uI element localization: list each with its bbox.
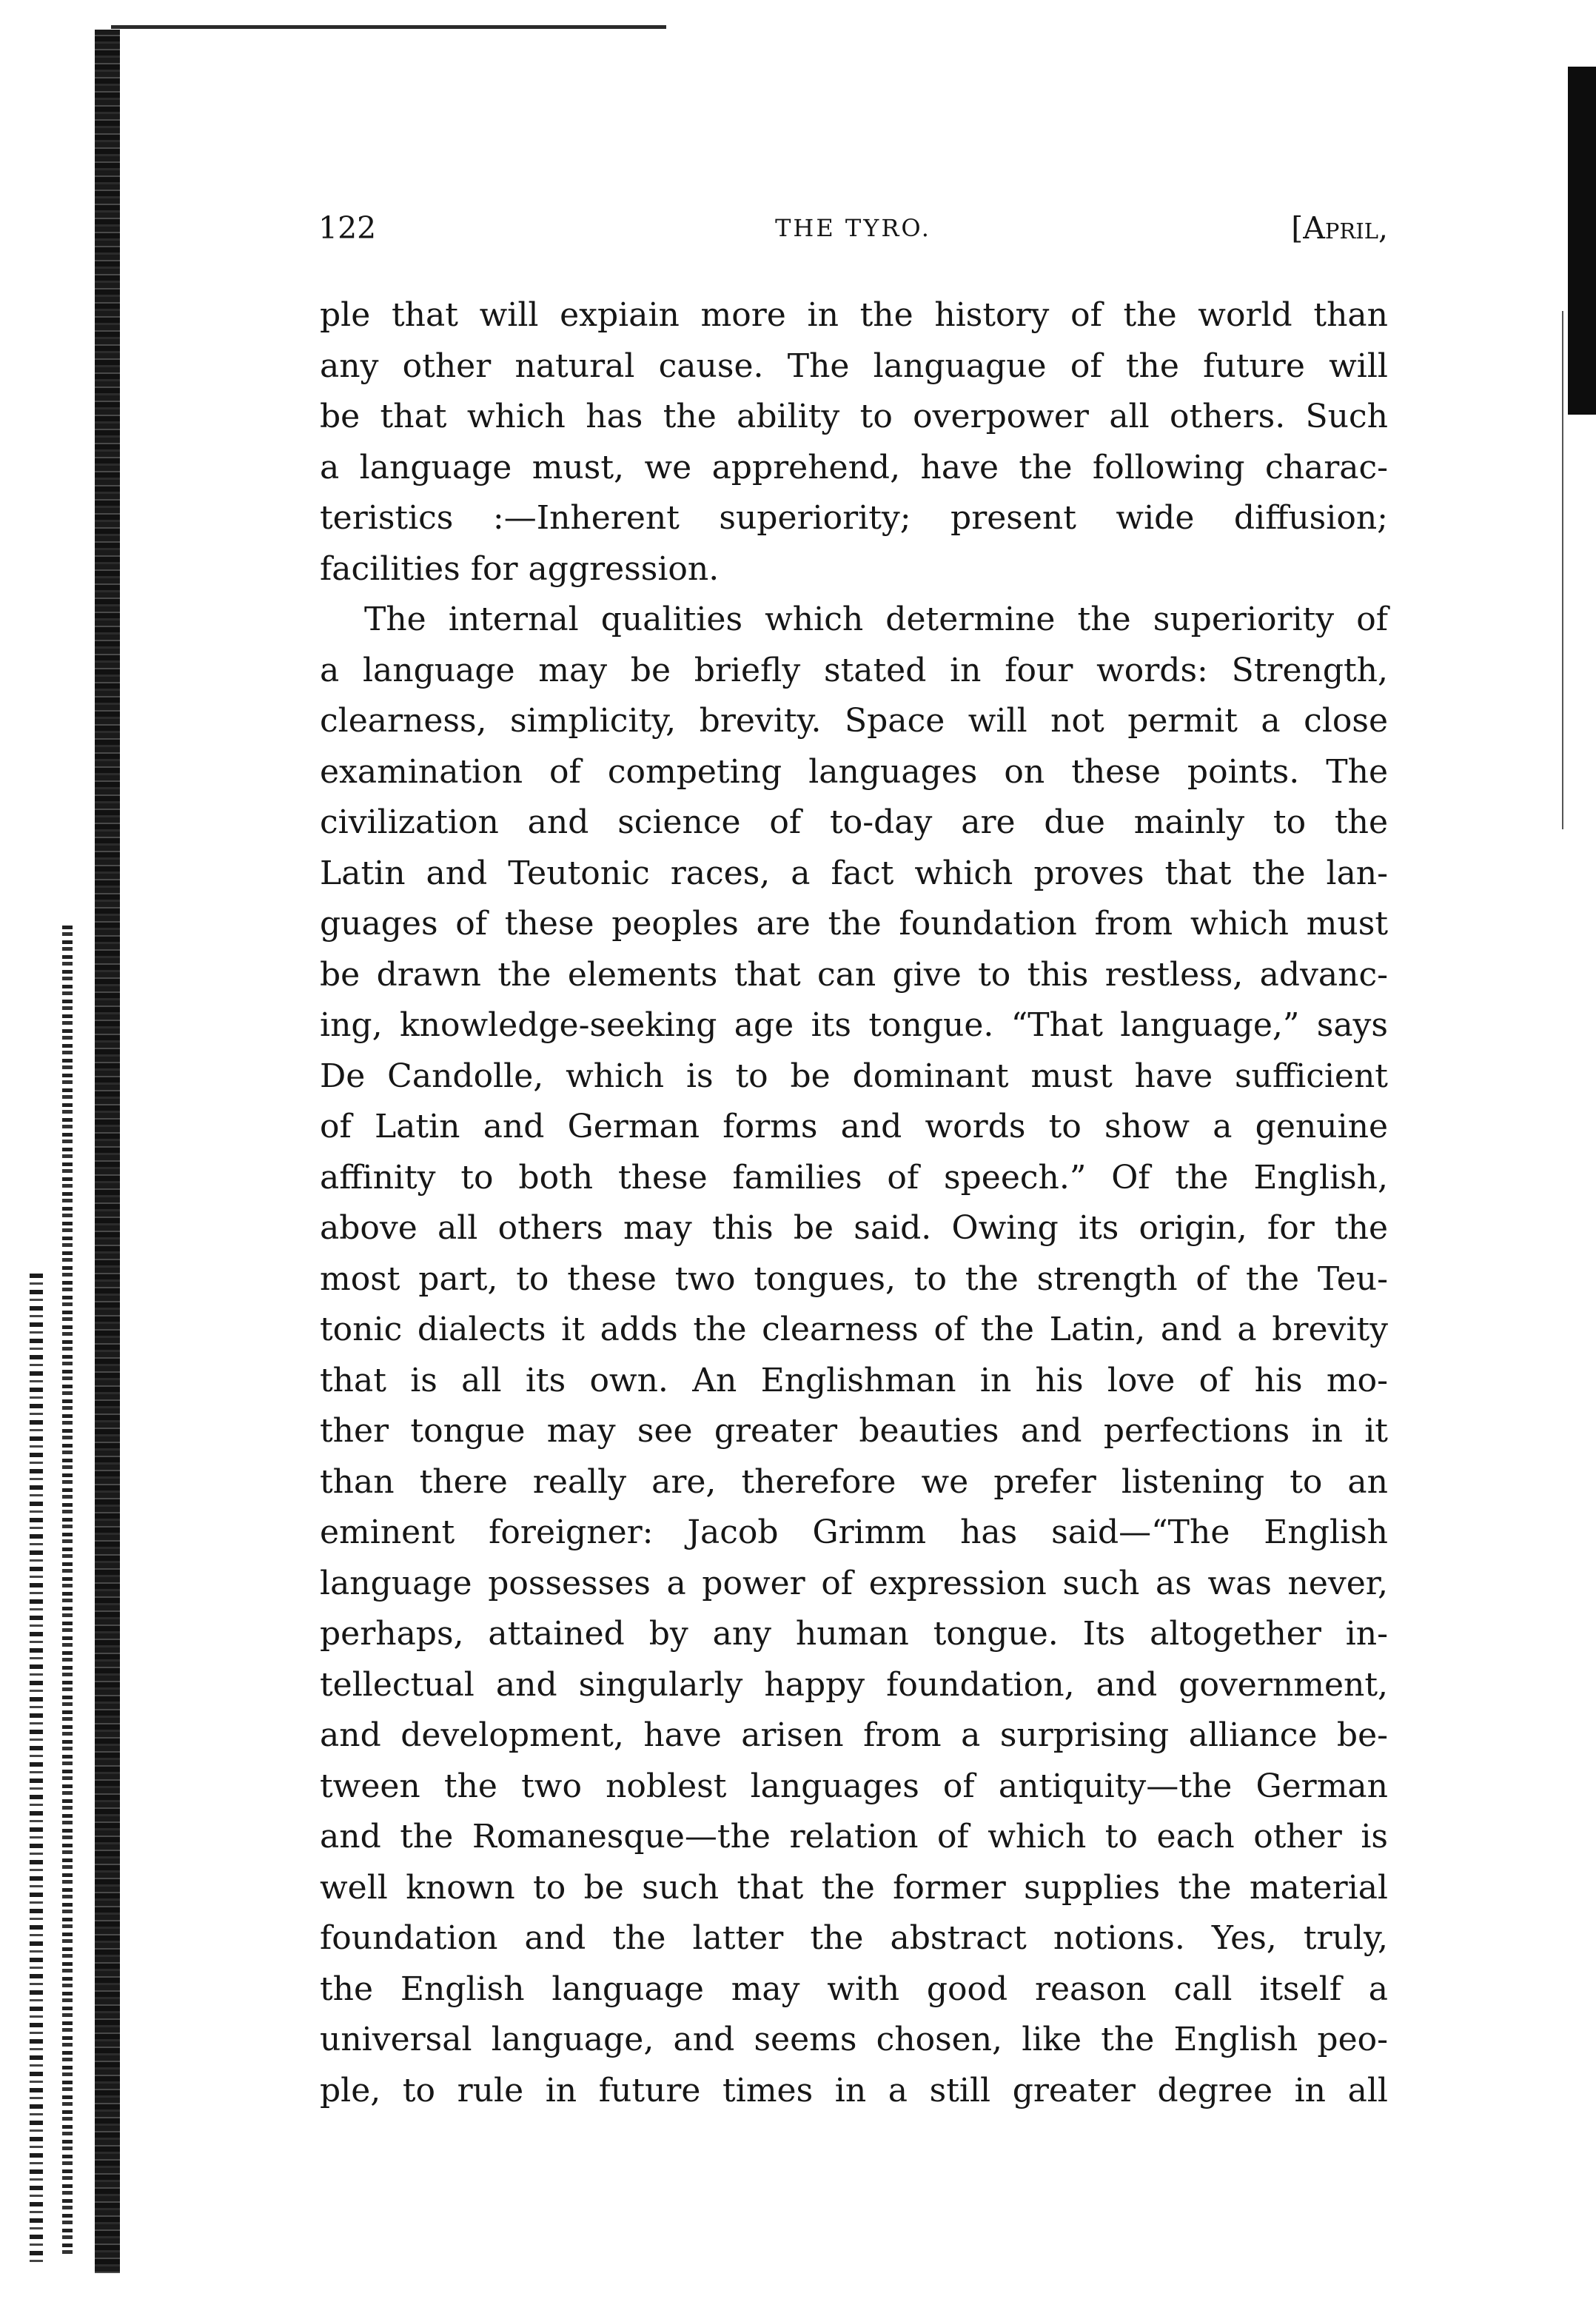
text-line: guages of these peoples are the foundation from which must: [320, 905, 1388, 943]
page-number: 122: [318, 210, 377, 246]
text-line: clearness, simplicity, brevity. Space will not permit a close: [320, 702, 1388, 740]
text-line: ple that will expiain more in the history of the world than: [320, 296, 1388, 334]
header-date: [April,: [1291, 210, 1388, 246]
text-line: ing, knowledge-seeking age its tongue. “That language,” says: [320, 1006, 1388, 1044]
text-line: foundation and the latter the abstract notions. Yes, truly,: [320, 1919, 1388, 1957]
text-line: be that which has the ability to overpower all others. Such: [320, 398, 1388, 435]
scan-top-rule: [111, 25, 666, 29]
text-line: a language may be briefly stated in four words: Strength,: [320, 651, 1388, 689]
text-line: tween the two noblest languages of antiquity—the German: [320, 1767, 1388, 1805]
text-line: civilization and science of to-day are due mainly to the: [320, 803, 1388, 841]
scan-right-edge-bar: [1568, 67, 1596, 415]
text-line: universal language, and seems chosen, like the English peo-: [320, 2021, 1388, 2058]
text-line: ple, to rule in future times in a still greater degree in all: [320, 2071, 1388, 2109]
text-line: and development, have arisen from a surprising alliance be-: [320, 1716, 1388, 1754]
paragraph-2: [320, 595, 1388, 2116]
paragraph-1: [320, 290, 1388, 595]
text-line: any other natural cause. The languague of the future will: [320, 347, 1388, 385]
body-text: [320, 290, 1388, 2116]
text-line: and the Romanesque—the relation of which to each other is: [320, 1818, 1388, 1856]
text-line: The internal qualities which determine the superiority of: [364, 600, 1388, 638]
text-line: above all others may this be said. Owing its origin, for the: [320, 1209, 1388, 1247]
page-header: [318, 206, 1388, 250]
text-line: language possesses a power of expression such as was never,: [320, 1564, 1388, 1602]
scan-right-edge-line: [1562, 311, 1563, 829]
text-line: De Candolle, which is to be dominant must have sufficient: [320, 1057, 1388, 1095]
text-line: Latin and Teutonic races, a fact which proves that the lan-: [320, 854, 1388, 892]
text-line: be drawn the elements that can give to this restless, advanc-: [320, 955, 1388, 994]
text-line: teristics :—Inherent superiority; present wide diffusion;: [320, 499, 1388, 537]
text-line: examination of competing languages on these points. The: [320, 752, 1388, 791]
text-line: facilities for aggression.: [320, 549, 720, 588]
text-line: perhaps, attained by any human tongue. Its altogether in-: [320, 1615, 1388, 1653]
text-line: that is all its own. An Englishman in his love of his mo-: [320, 1361, 1388, 1399]
text-line: the English language may with good reason call itself a: [320, 1970, 1388, 2008]
text-line: eminent foreigner: Jacob Grimm has said—“The English: [320, 1513, 1388, 1551]
text-line: well known to be such that the former supplies the material: [320, 1868, 1388, 1907]
text-line: than there really are, therefore we prefer listening to an: [320, 1462, 1388, 1501]
text-line: of Latin and German forms and words to show a genuine: [320, 1108, 1388, 1145]
text-line: tonic dialects it adds the clearness of the Latin, and a brevity: [320, 1311, 1388, 1348]
running-title: THE TYRO.: [775, 214, 931, 242]
scan-binding-edge: [95, 30, 120, 2273]
text-line: a language must, we apprehend, have the following charac-: [320, 448, 1388, 486]
scan-binding-shadow-outer: [30, 1274, 43, 2266]
scan-binding-shadow: [62, 926, 73, 2258]
text-line: affinity to both these families of speech.” Of the English,: [320, 1158, 1388, 1197]
text-line: most part, to these two tongues, to the strength of the Teu-: [320, 1259, 1388, 1298]
text-line: tellectual and singularly happy foundation, and government,: [320, 1665, 1388, 1704]
text-line: ther tongue may see greater beauties and perfections in it: [320, 1412, 1388, 1450]
